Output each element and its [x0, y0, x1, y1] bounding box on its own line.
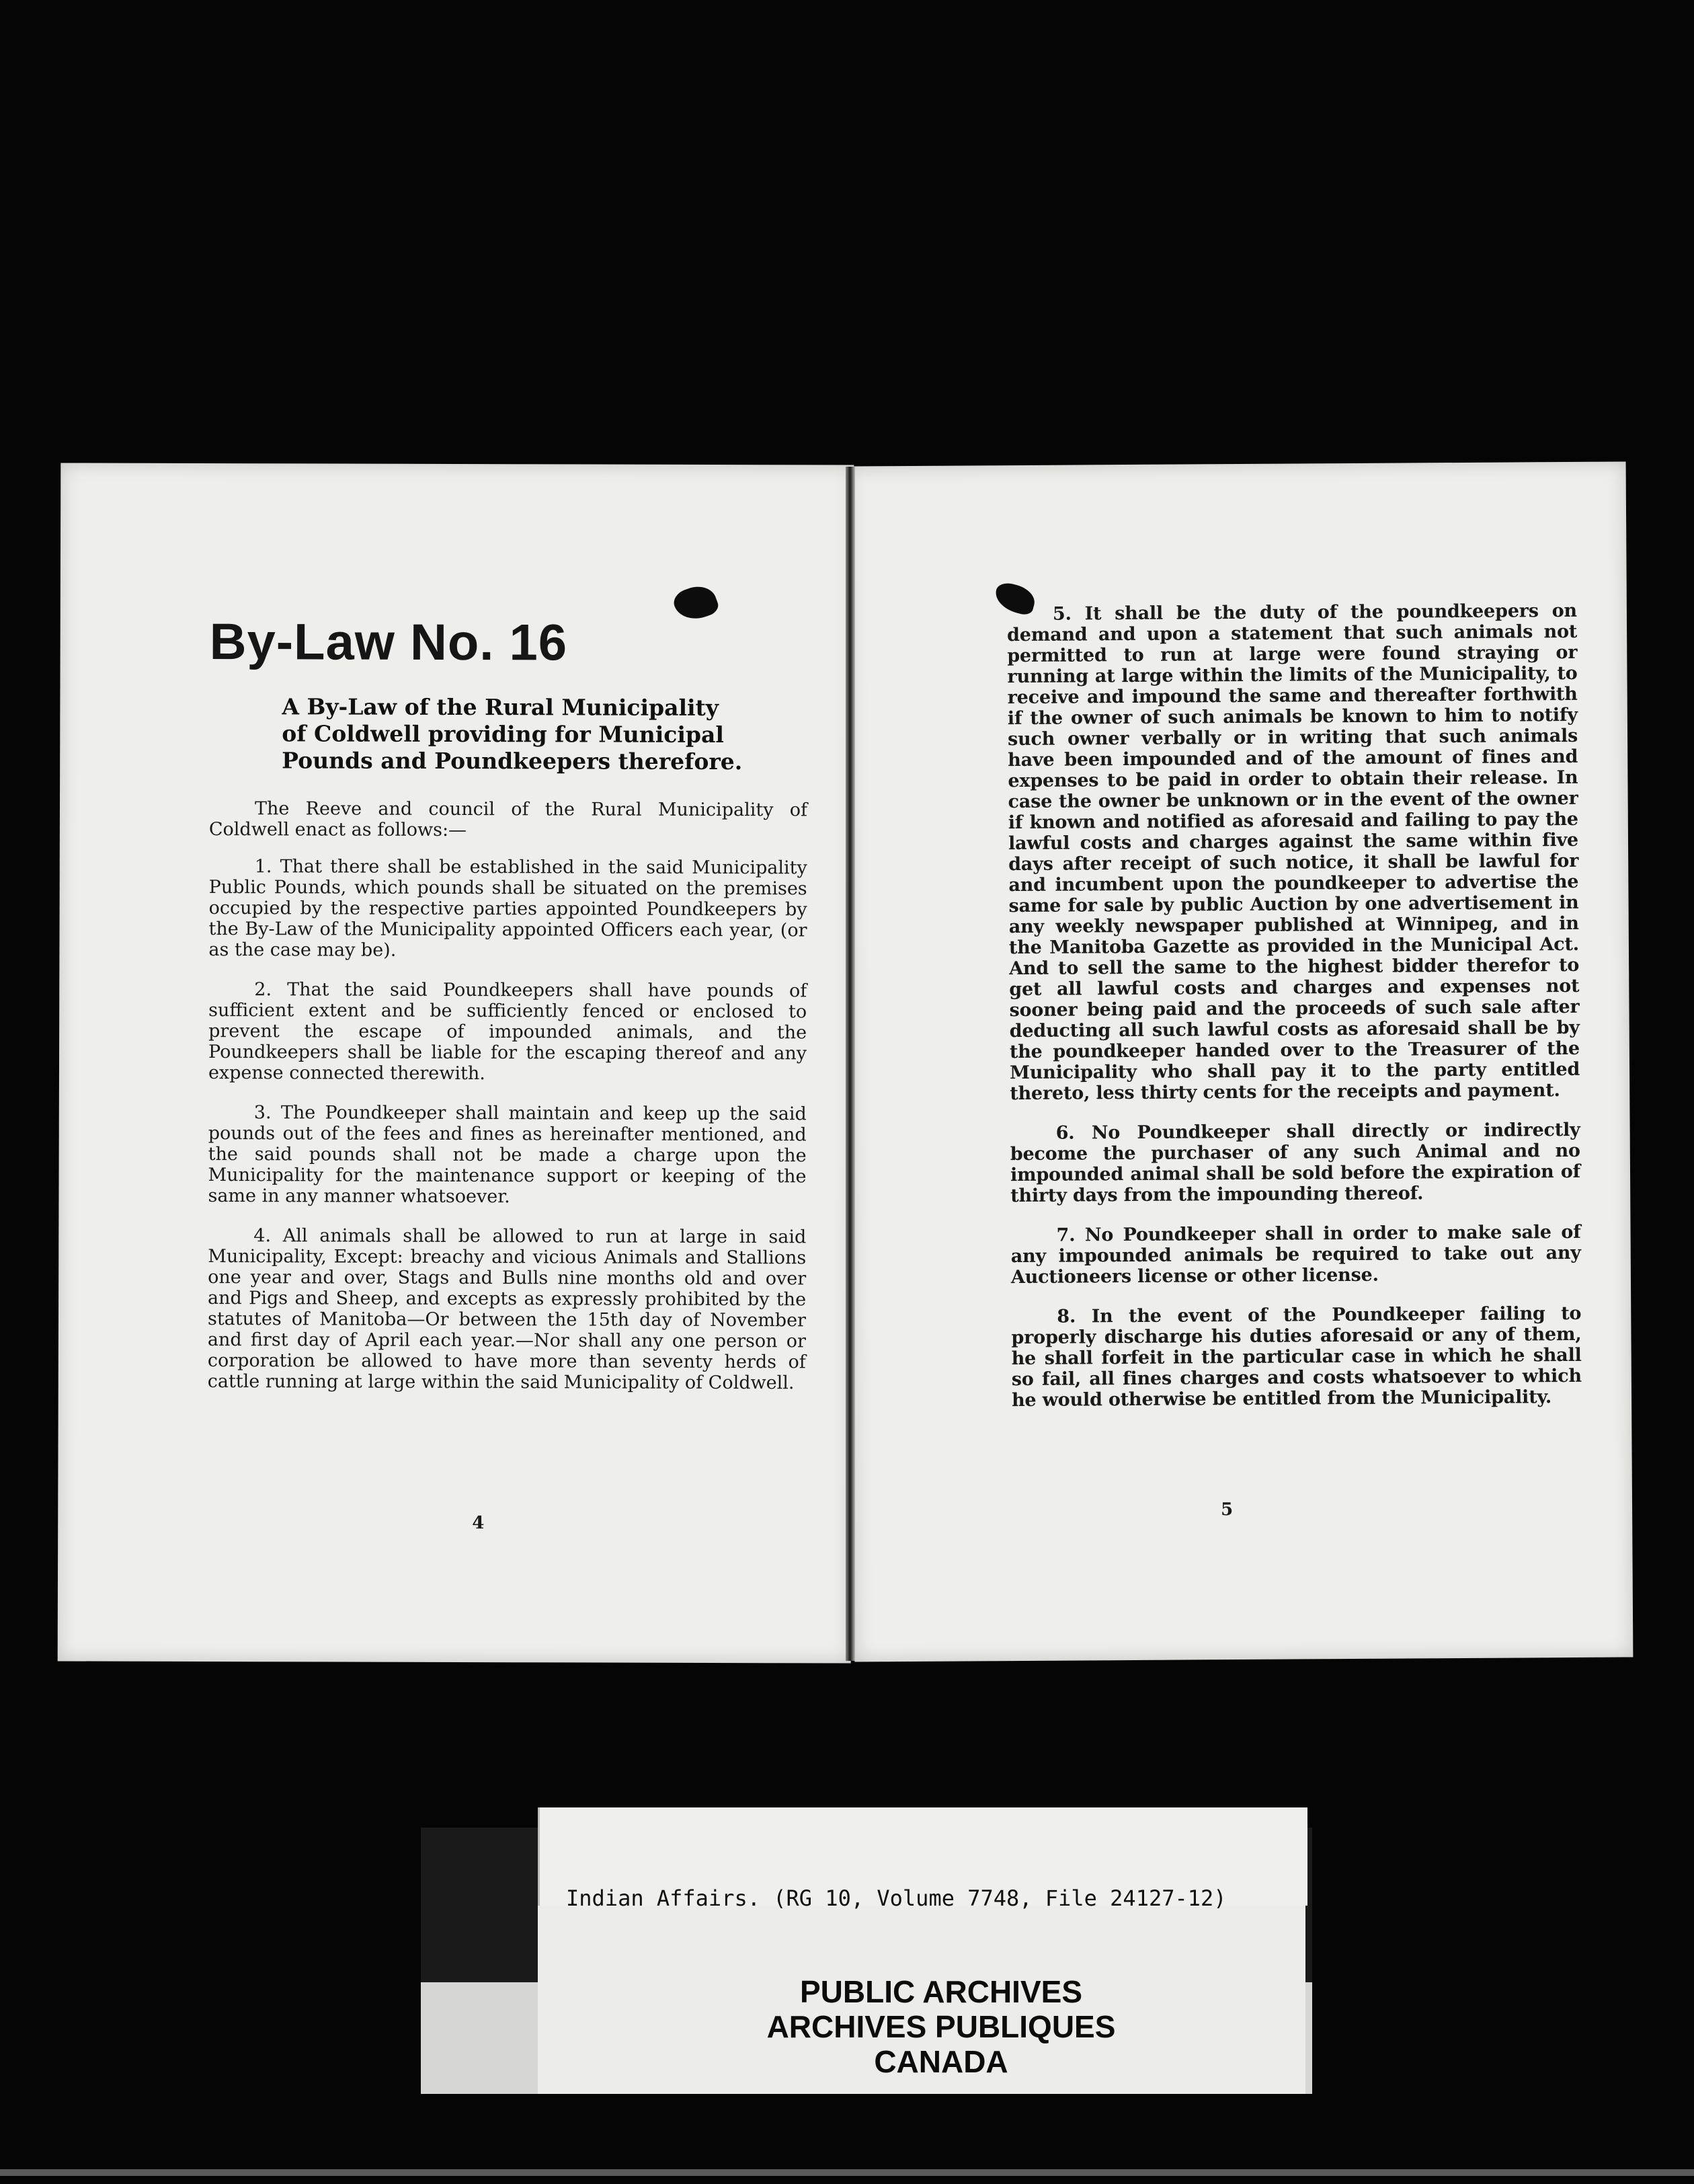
section-3: 3. The Poundkeeper shall maintain and keep up the said pounds out of the fees and fines as hereinafter mentioned, and the said pounds shall not be made a charge upon the Municipality for the maintenance support or keeping of the same in any manner whatsoever. — [208, 1102, 807, 1208]
section-7: 7. No Poundkeeper shall in order to make sale of any impounded animals be required to take out any Auctioneers license or other license. — [1010, 1221, 1581, 1288]
left-page-body — [208, 798, 807, 1412]
section-4: 4. All animals shall be allowed to run at large in said Municipality, Except: breachy and vicious Animals and Stallions one year and over, Stags and Bulls nine months old and over and Pigs and Sheep, and excepts as expressly prohibited by the statutes of Manitoba—Or between the 15th day of November and first day of April each year.—Nor shall any one person or corporation be allowed to have more than seventy herds of cattle running at large within the said Municipality of Coldwell. — [207, 1225, 807, 1394]
page-number: 5 — [1220, 1499, 1234, 1520]
section-6: 6. No Poundkeeper shall directly or indirectly become the purchaser of any such Animal and no impounded animal shall be sold before the expiration of thirty days from the impounding thereof. — [1010, 1119, 1581, 1207]
film-edge — [0, 2169, 1694, 2176]
right-page — [848, 461, 1634, 1662]
subtitle-line: A By-Law of the Rural Municipality — [282, 693, 719, 722]
section-2: 2. That the said Poundkeepers shall have pounds of sufficient extent and be sufficiently fenced or enclosed to prevent the escape of impounded animals, and the Poundkeepers shall be liable for the escaping thereof and any expense connected therewith. — [208, 979, 807, 1085]
bylaw-subtitle — [282, 693, 806, 775]
archives-line: PUBLIC ARCHIVES — [800, 1974, 1082, 2009]
archives-line: CANADA — [874, 2044, 1008, 2079]
ink-blot — [670, 581, 721, 625]
bylaw-title: By-Law No. 16 — [209, 613, 568, 672]
archives-stamp — [706, 1974, 1176, 2079]
archives-line: ARCHIVES PUBLIQUES — [766, 2009, 1116, 2044]
right-page-body — [1007, 600, 1582, 1430]
subtitle-line: of Coldwell providing for Municipal — [282, 720, 724, 748]
label-notch — [421, 1828, 538, 1982]
section-8: 8. In the event of the Poundkeeper failing to properly discharge his duties aforesaid or any of them, he shall forfeit in the particular case in which he shall so fail, all fines charges and costs whatsoever to which he would otherwise be entitled from the Municipality. — [1011, 1302, 1582, 1411]
file-reference: Indian Affairs. (RG 10, Volume 7748, File 24127-12) — [566, 1885, 1227, 1911]
left-page — [58, 463, 854, 1663]
page-gutter — [846, 467, 855, 1661]
page-number: 4 — [472, 1513, 485, 1534]
subtitle-line: Pounds and Poundkeepers therefore. — [282, 747, 743, 775]
document-spread — [59, 464, 1629, 1662]
section-1: 1. That there shall be established in the said Municipality Public Pounds, which pounds shall be situated on the premises occupied by the respective parties appointed Poundkeepers by the By-Law of the Municipality appointed Officers each year, (or as the case may be). — [208, 856, 807, 961]
enactment-clause: The Reeve and council of the Rural Municipality of Coldwell enact as follows:— — [208, 798, 808, 841]
section-5: 5. It shall be the duty of the poundkeepers on demand and upon a statement that such animals not permitted to run at large were found straying or running at large within the limits of the Municipality, to receive and impound the same and thereafter forthwith if the owner of such animals be known to him to notify such owner verbally or in writing that such animals have been impounded and of the amount of fines and expenses to be paid in order to obtain their release. In case the owner be unknown or in the event of the owner if known and notified as aforesaid and failing to pay the lawful costs and charges against the same within five days after receipt of such notice, it shall be lawful for and incumbent upon the poundkeeper to advertise the same for sale by public Auction by one advertisement in any weekly newspaper published at Winnipeg, and in the Manitoba Gazette as provided in the Municipal Act. And to sell the same to the highest bidder therefor to get all lawful costs and charges and expenses not sooner being paid and the proceeds of such sale after deducting all such lawful costs as aforesaid shall be by the poundkeeper handed over to the Treasurer of the Municipality who shall pay it to the party entitled thereto, less thirty cents for the receipts and payment. — [1007, 600, 1580, 1105]
